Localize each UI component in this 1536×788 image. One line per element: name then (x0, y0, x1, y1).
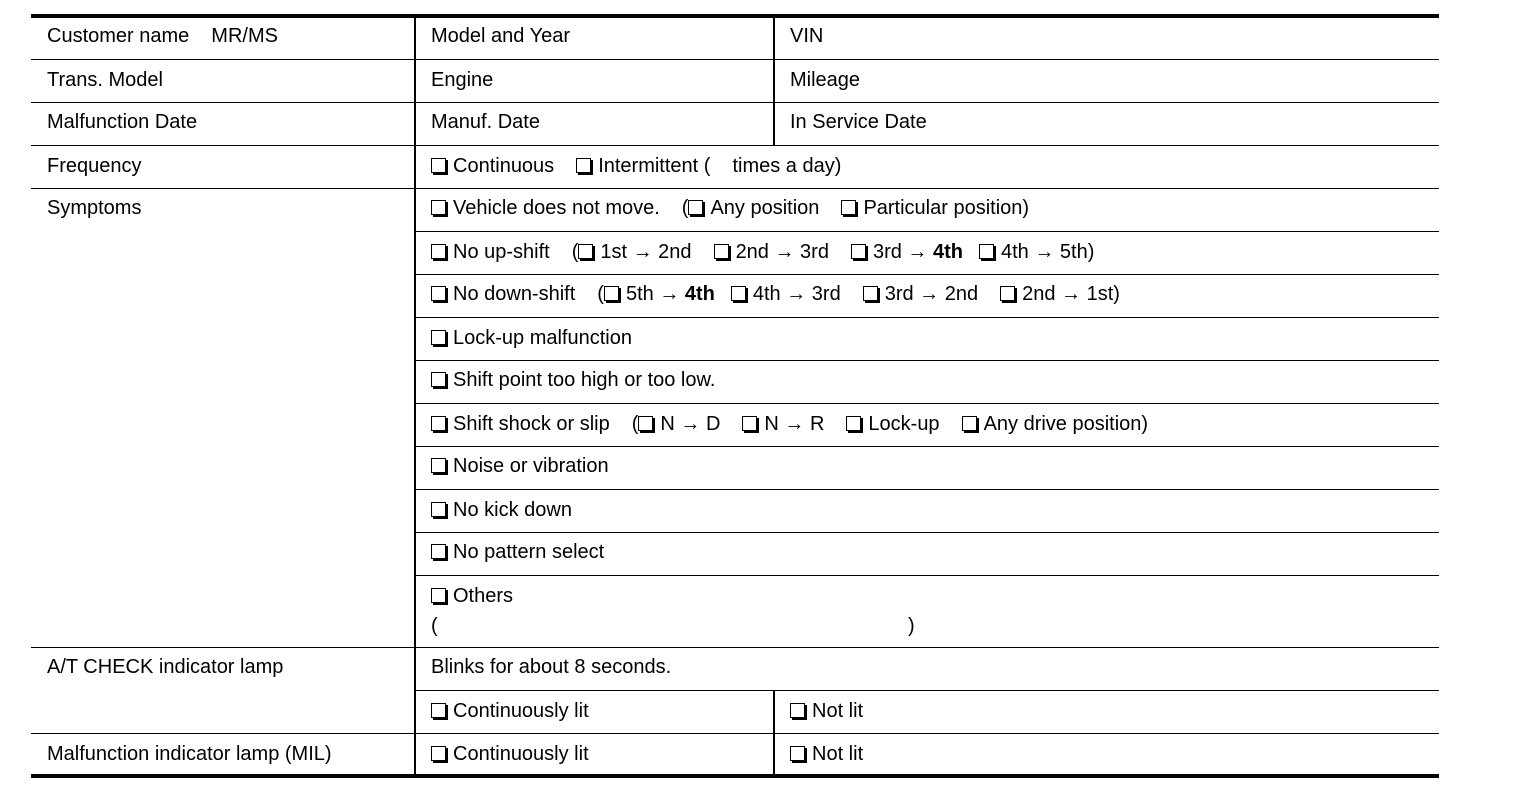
at-check-label: A/T CHECK indicator lamp (47, 656, 284, 678)
paren-open: ( (597, 283, 604, 305)
others-label: Others (453, 585, 514, 607)
no-pattern-label: No pattern select (453, 541, 605, 563)
downshift-5-4-checkbox[interactable] (604, 286, 619, 301)
row-divider (415, 403, 1439, 404)
in-service-date-label: In Service Date (790, 111, 927, 133)
shift-point-label: Shift point too high or too low. (453, 369, 716, 391)
row-divider (415, 575, 1439, 576)
customer-name-label: Customer name (47, 25, 190, 47)
row-divider (31, 733, 1439, 734)
row-divider (415, 489, 1439, 490)
particular-position-label: Particular position) (863, 197, 1030, 219)
upshift-1-2-label: 1st → 2nd (600, 241, 692, 263)
upshift-3-4-label: 3rd → (872, 241, 933, 263)
paren-open: ( (681, 197, 689, 219)
others-checkbox[interactable] (431, 588, 446, 603)
row-divider (31, 647, 1439, 648)
shift-shock-checkbox[interactable] (431, 416, 446, 431)
upshift-3-4-target: 4th (932, 241, 963, 263)
diagnostic-worksheet (31, 14, 1439, 778)
mil-not-lit-checkbox[interactable] (790, 746, 805, 761)
shift-point-checkbox[interactable] (431, 372, 446, 387)
row-divider (415, 532, 1439, 533)
others-close-paren: ) (908, 615, 915, 637)
upshift-2-3-label: 2nd → 3rd (735, 241, 829, 263)
lockup-label: Lock-up malfunction (453, 327, 632, 349)
others-open-paren: ( (431, 615, 438, 637)
particular-position-checkbox[interactable] (841, 200, 856, 215)
no-move-checkbox[interactable] (431, 200, 446, 215)
n-d-label: N → D (660, 413, 721, 435)
times-a-day-label: times a day) (732, 155, 842, 177)
row-divider (415, 231, 1439, 232)
upshift-4-5-label: 4th → 5th) (1000, 241, 1095, 263)
upshift-2-3-checkbox[interactable] (714, 244, 729, 259)
row-divider (31, 145, 1439, 146)
row-divider (415, 690, 1439, 691)
at-continuously-lit (431, 699, 589, 723)
symptom-lockup (431, 326, 632, 350)
symptom-others (431, 584, 513, 608)
no-move-label: Vehicle does not move. (453, 197, 660, 219)
n-r-checkbox[interactable] (742, 416, 757, 431)
no-downshift-label: No down-shift (453, 283, 576, 305)
mil-not-lit (790, 742, 863, 766)
intermittent-label: Intermittent ( (598, 155, 711, 177)
no-kickdown-checkbox[interactable] (431, 502, 446, 517)
at-blinks-label: Blinks for about 8 seconds. (431, 656, 672, 678)
mil-label: Malfunction indicator lamp (MIL) (47, 743, 332, 765)
downshift-2-1-checkbox[interactable] (1000, 286, 1015, 301)
symptom-noise (431, 454, 609, 478)
downshift-5-4-target: 4th (684, 283, 715, 305)
upshift-4-5-checkbox[interactable] (979, 244, 994, 259)
symptom-no-move (431, 196, 1029, 220)
symptom-no-downshift (431, 282, 1120, 306)
intermittent-checkbox[interactable] (576, 158, 591, 173)
symptom-no-upshift (431, 240, 1094, 264)
column-divider (773, 16, 775, 145)
at-continuously-lit-label: Continuously lit (453, 700, 589, 722)
frequency-options (431, 154, 841, 178)
downshift-3-2-label: 3rd → 2nd (884, 283, 979, 305)
paren-open: ( (631, 413, 639, 435)
any-position-checkbox[interactable] (688, 200, 703, 215)
manuf-date-label: Manuf. Date (431, 111, 540, 133)
column-divider (773, 690, 775, 776)
row-divider (415, 446, 1439, 447)
no-pattern-checkbox[interactable] (431, 544, 446, 559)
vin-label: VIN (790, 25, 824, 47)
trans-model-label: Trans. Model (47, 69, 163, 91)
at-not-lit (790, 699, 863, 723)
downshift-3-2-checkbox[interactable] (863, 286, 878, 301)
row-divider (31, 59, 1439, 60)
mil-continuously-lit-checkbox[interactable] (431, 746, 446, 761)
mileage-label: Mileage (790, 69, 861, 91)
paren-open: ( (571, 241, 579, 263)
symptom-no-pattern (431, 540, 604, 564)
mil-continuously-lit (431, 742, 589, 766)
malfunction-date-label: Malfunction Date (47, 111, 198, 133)
lockup-checkbox[interactable] (431, 330, 446, 345)
continuous-label: Continuous (453, 155, 555, 177)
lockup-shock-label: Lock-up (868, 413, 940, 435)
top-border (31, 14, 1439, 18)
no-upshift-checkbox[interactable] (431, 244, 446, 259)
any-drive-position-checkbox[interactable] (962, 416, 977, 431)
row-divider (415, 317, 1439, 318)
no-kickdown-label: No kick down (453, 499, 572, 521)
row-divider (31, 188, 1439, 189)
continuous-checkbox[interactable] (431, 158, 446, 173)
model-year-label: Model and Year (431, 25, 571, 47)
bottom-border (31, 774, 1439, 778)
downshift-2-1-label: 2nd → 1st) (1022, 283, 1120, 305)
any-drive-position-label: Any drive position) (983, 413, 1149, 435)
symptom-shift-shock (431, 412, 1148, 436)
frequency-label: Frequency (47, 155, 142, 177)
upshift-1-2-checkbox[interactable] (578, 244, 593, 259)
mil-continuously-lit-label: Continuously lit (453, 743, 589, 765)
column-divider (414, 16, 416, 776)
customer-name-cell (47, 24, 278, 48)
mil-not-lit-label: Not lit (812, 743, 864, 765)
downshift-5-4-label: 5th → (625, 283, 685, 305)
any-position-label: Any position (710, 197, 820, 219)
no-downshift-checkbox[interactable] (431, 286, 446, 301)
upshift-3-4-checkbox[interactable] (851, 244, 866, 259)
downshift-4-3-checkbox[interactable] (731, 286, 746, 301)
noise-label: Noise or vibration (453, 455, 609, 477)
symptom-shift-point (431, 368, 715, 392)
downshift-4-3-label: 4th → 3rd (752, 283, 841, 305)
row-divider (415, 360, 1439, 361)
n-r-label: N → R (764, 413, 825, 435)
at-not-lit-label: Not lit (812, 700, 864, 722)
no-upshift-label: No up-shift (453, 241, 550, 263)
customer-title: MR/MS (211, 25, 278, 47)
at-not-lit-checkbox[interactable] (790, 703, 805, 718)
shift-shock-label: Shift shock or slip (453, 413, 610, 435)
noise-checkbox[interactable] (431, 458, 446, 473)
at-continuously-lit-checkbox[interactable] (431, 703, 446, 718)
row-divider (415, 274, 1439, 275)
row-divider (31, 102, 1439, 103)
engine-label: Engine (431, 69, 494, 91)
symptoms-label: Symptoms (47, 197, 142, 219)
n-d-checkbox[interactable] (638, 416, 653, 431)
lockup-shock-checkbox[interactable] (846, 416, 861, 431)
symptom-no-kickdown (431, 498, 572, 522)
